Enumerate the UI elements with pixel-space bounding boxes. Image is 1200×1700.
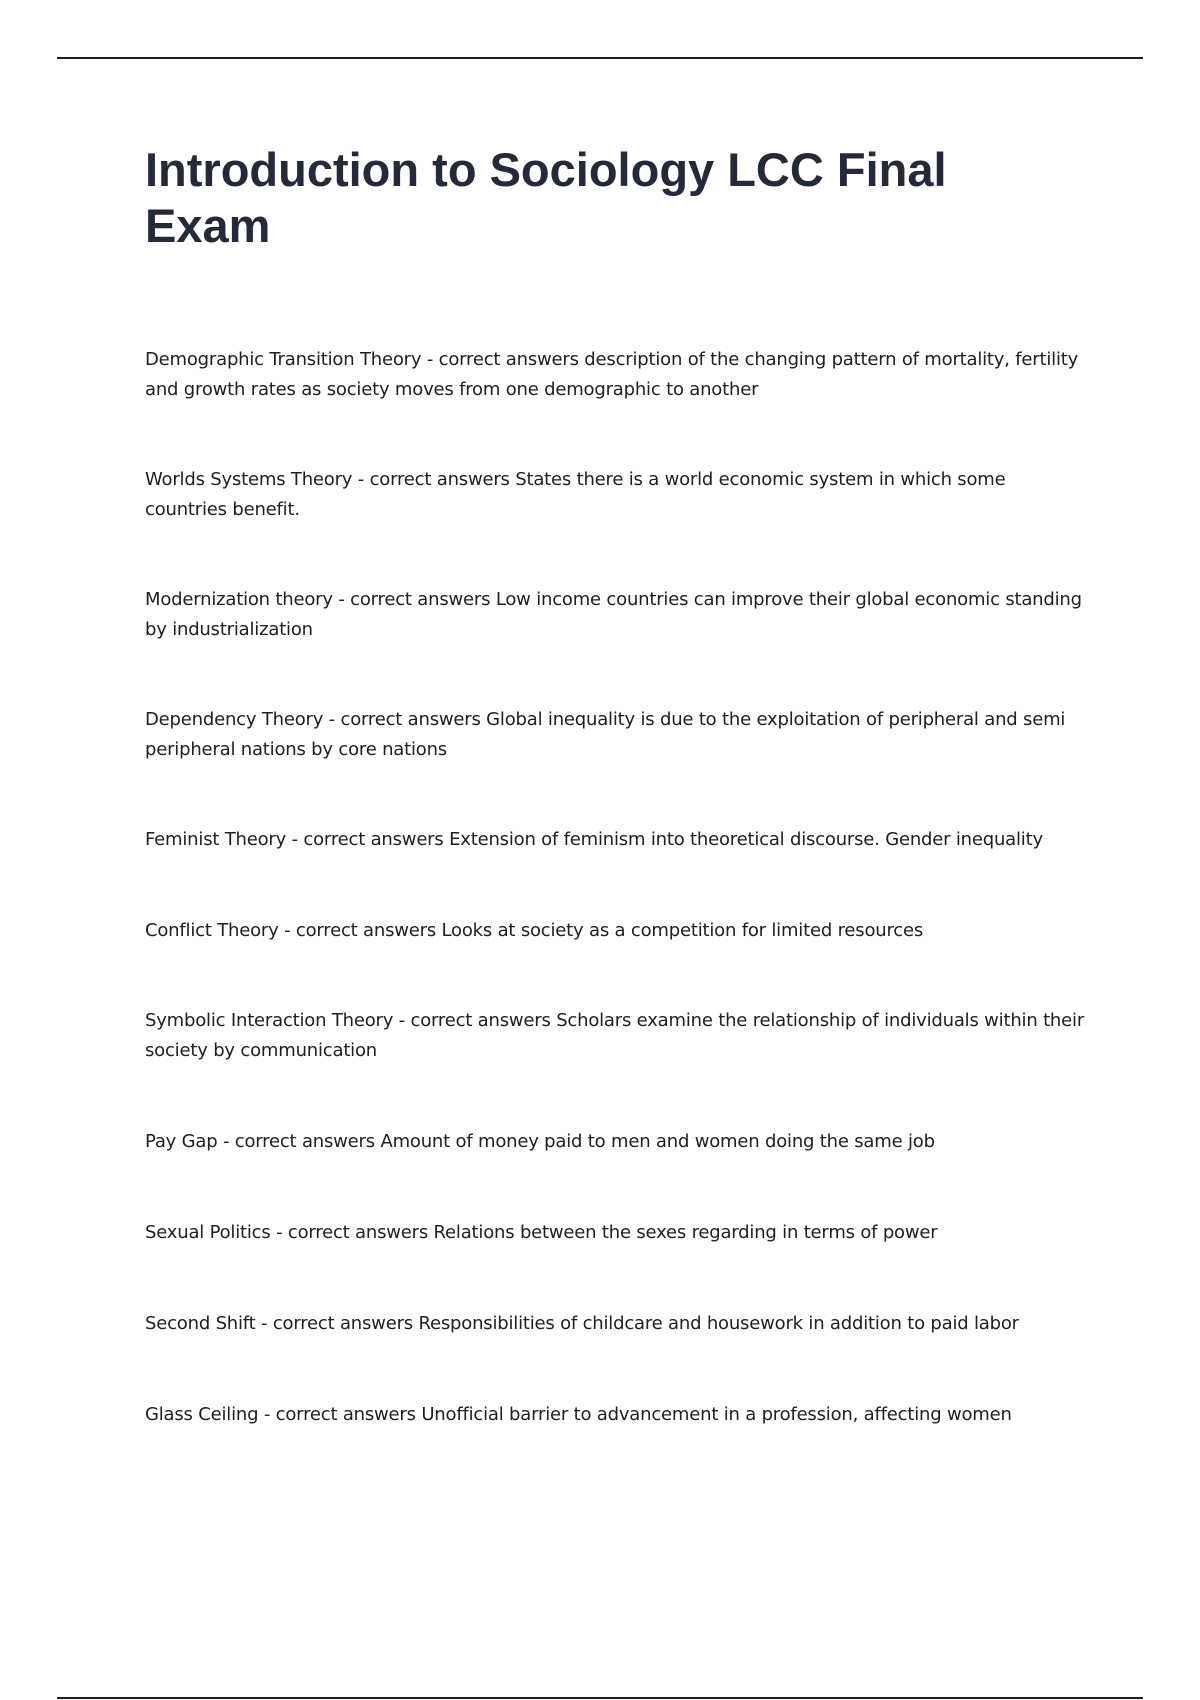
list-item: Second Shift - correct answers Responsibilities of childcare and housework in addition to paid labor xyxy=(145,1313,1019,1334)
list-item: Pay Gap - correct answers Amount of money paid to men and women doing the same job xyxy=(145,1131,935,1152)
list-item: Dependency Theory - correct answers Global inequality is due to the exploitation of peripheral and semi peripheral nations by core nations xyxy=(145,709,1066,760)
list-item: Demographic Transition Theory - correct answers description of the changing pattern of mortality, fertility and growth rates as society moves from one demographic to another xyxy=(145,349,1079,400)
top-divider xyxy=(57,57,1143,59)
list-item: Worlds Systems Theory - correct answers States there is a world economic system in which some countries benefit. xyxy=(145,469,1006,520)
document-title: Introduction to Sociology LCC Final Exam xyxy=(145,143,947,252)
list-item: Conflict Theory - correct answers Looks at society as a competition for limited resources xyxy=(145,920,924,941)
list-item: Feminist Theory - correct answers Extension of feminism into theoretical discourse. Gender inequality xyxy=(145,829,1043,850)
list-item: Glass Ceiling - correct answers Unofficial barrier to advancement in a profession, affecting women xyxy=(145,1404,1012,1425)
list-item: Symbolic Interaction Theory - correct answers Scholars examine the relationship of individuals within their society by communication xyxy=(145,1010,1085,1061)
bottom-divider xyxy=(57,1697,1143,1699)
list-item: Modernization theory - correct answers Low income countries can improve their global economic standing by industrialization xyxy=(145,589,1082,640)
list-item: Sexual Politics - correct answers Relations between the sexes regarding in terms of power xyxy=(145,1222,938,1243)
